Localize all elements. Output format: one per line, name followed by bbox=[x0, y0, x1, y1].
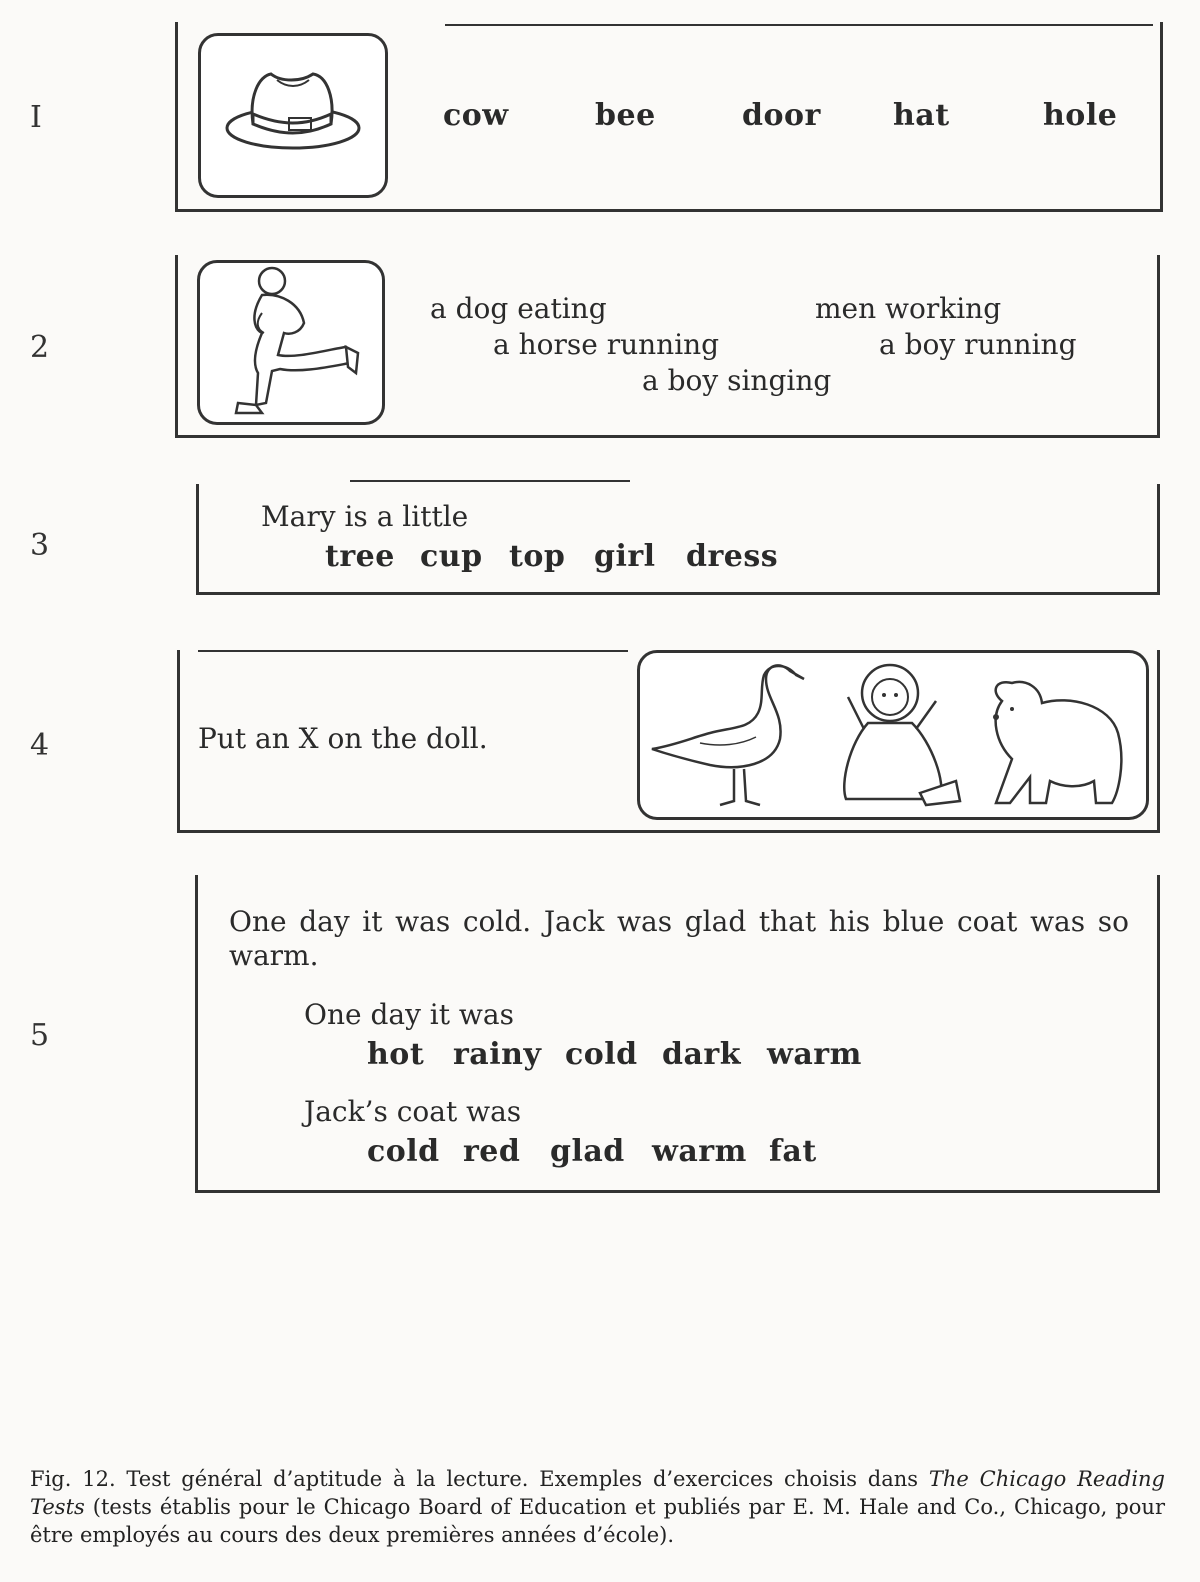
item-3-choice-tree[interactable]: tree bbox=[325, 539, 395, 574]
item-2-choice-dog-eating[interactable]: a dog eating bbox=[430, 292, 607, 325]
item-5-q2-choice-cold[interactable]: cold bbox=[367, 1134, 440, 1169]
item-3-choice-girl[interactable]: girl bbox=[594, 539, 656, 574]
item-3-choice-dress[interactable]: dress bbox=[686, 539, 779, 574]
item-5-q2-choice-glad[interactable]: glad bbox=[550, 1134, 625, 1169]
item-1-choice-hat[interactable]: hat bbox=[893, 98, 950, 133]
item-1-choice-bee[interactable]: bee bbox=[595, 98, 656, 133]
item-1-choice-cow[interactable]: cow bbox=[443, 98, 509, 133]
item-3-prompt: Mary is a little bbox=[261, 500, 469, 533]
doll-icon bbox=[844, 665, 960, 805]
caption-text-end: (tests établis pour le Chicago Board of Education et publiés par E. M. Hale and Co., Chicago, pour être employés au cours des deux premières années d’école). bbox=[30, 1495, 1165, 1547]
item-1-choice-door[interactable]: door bbox=[742, 98, 821, 133]
item-3-answer-line bbox=[350, 480, 630, 482]
item-2-choice-men-working[interactable]: men working bbox=[815, 292, 1002, 325]
item-5-q1-choice-rainy[interactable]: rainy bbox=[453, 1037, 542, 1072]
item-5-q1-choice-dark[interactable]: dark bbox=[662, 1037, 742, 1072]
item-5-q2-choice-warm[interactable]: warm bbox=[652, 1134, 747, 1169]
item-2-choice-boy-singing[interactable]: a boy singing bbox=[642, 364, 832, 397]
hat-icon bbox=[201, 36, 385, 195]
item-number-2: 2 bbox=[30, 330, 50, 365]
item-1-choice-hole[interactable]: hole bbox=[1043, 98, 1118, 133]
item-3-choice-cup[interactable]: cup bbox=[420, 539, 483, 574]
item-4-picture-frame bbox=[637, 650, 1149, 820]
item-number-4: 4 bbox=[30, 728, 50, 763]
item-1-picture-frame bbox=[198, 33, 388, 198]
item-2-choice-boy-running[interactable]: a boy running bbox=[879, 328, 1077, 361]
item-5-q2-choice-red[interactable]: red bbox=[463, 1134, 521, 1169]
item-5-passage: One day it was cold. Jack was glad that his blue coat was so warm. bbox=[229, 905, 1129, 972]
item-4-answer-line bbox=[198, 650, 628, 652]
item-5-q1-choice-warm[interactable]: warm bbox=[767, 1037, 862, 1072]
bear-icon bbox=[993, 682, 1121, 803]
item-1-answer-line bbox=[445, 24, 1153, 26]
caption-text-start: Fig. 12. Test général d’aptitude à la lecture. Exemples d’exercices choisis dans bbox=[30, 1467, 929, 1491]
item-number-5: 5 bbox=[30, 1018, 50, 1053]
item-5-q1-prompt: One day it was bbox=[304, 998, 514, 1031]
item-5-q1-choice-hot[interactable]: hot bbox=[367, 1037, 425, 1072]
running-boy-icon bbox=[200, 263, 382, 422]
goose-icon bbox=[652, 665, 804, 805]
item-number-1: I bbox=[30, 100, 42, 135]
caption-source-title: The Chicago Reading Tests bbox=[30, 1467, 1166, 1519]
item-3-choice-top[interactable]: top bbox=[509, 539, 566, 574]
figure-caption bbox=[30, 1465, 1165, 1549]
item-5-q1-choice-cold[interactable]: cold bbox=[565, 1037, 638, 1072]
item-4-instruction: Put an X on the doll. bbox=[198, 722, 488, 755]
item-5-q2-choice-fat[interactable]: fat bbox=[769, 1134, 817, 1169]
item-number-3: 3 bbox=[30, 528, 50, 563]
item-5-q2-prompt: Jack’s coat was bbox=[304, 1095, 522, 1128]
item-2-picture-frame bbox=[197, 260, 385, 425]
item-2-choice-horse-running[interactable]: a horse running bbox=[493, 328, 720, 361]
